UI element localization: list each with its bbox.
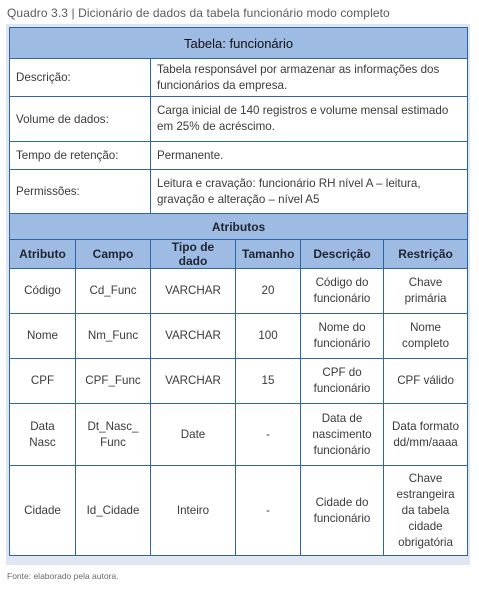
cell-atributo: CPF: [10, 359, 76, 404]
cell-campo: Nm_Func: [76, 314, 151, 359]
cell-campo: Id_Cidade: [76, 466, 151, 556]
cell-atributo: Código: [10, 269, 76, 314]
cell-tipo: VARCHAR: [151, 269, 236, 314]
column-header: Tamanho: [236, 240, 301, 269]
cell-atributo: Data Nasc: [10, 404, 76, 466]
cell-descricao: Nome do funcionário: [301, 314, 384, 359]
attributes-title: Atributos: [10, 214, 468, 240]
column-header: Restrição: [384, 240, 468, 269]
column-header: Descrição: [301, 240, 384, 269]
cell-restricao: Chave primária: [384, 269, 468, 314]
cell-restricao: Chave estrangeira da tabela cidade obrigatória: [384, 466, 468, 556]
table-row: [10, 404, 468, 466]
meta-value: Permanente.: [151, 142, 468, 170]
table-row: [10, 466, 468, 556]
cell-tipo: Date: [151, 404, 236, 466]
cell-descricao: Data de nascimento funcionário: [301, 404, 384, 466]
table-row: [10, 314, 468, 359]
cell-descricao: Código do funcionário: [301, 269, 384, 314]
meta-value: Tabela responsável por armazenar as informações dos funcionários da empresa.: [151, 59, 468, 97]
column-header: Campo: [76, 240, 151, 269]
meta-label: Volume de dados:: [10, 97, 151, 142]
cell-tamanho: 15: [236, 359, 301, 404]
cell-descricao: CPF do funcionário: [301, 359, 384, 404]
data-dictionary-table: [9, 27, 468, 556]
source-note: Fonte: elaborado pela autora.: [7, 571, 119, 581]
table-frame: [6, 24, 470, 565]
cell-tipo: Inteiro: [151, 466, 236, 556]
cell-tipo: VARCHAR: [151, 359, 236, 404]
table-row: [10, 359, 468, 404]
cell-campo: CPF_Func: [76, 359, 151, 404]
cell-tipo: VARCHAR: [151, 314, 236, 359]
meta-label: Tempo de retenção:: [10, 142, 151, 170]
cell-restricao: CPF válido: [384, 359, 468, 404]
cell-campo: Dt_Nasc_ Func: [76, 404, 151, 466]
column-header: Tipo de dado: [151, 240, 236, 269]
cell-restricao: Nome completo: [384, 314, 468, 359]
cell-tamanho: 100: [236, 314, 301, 359]
cell-campo: Cd_Func: [76, 269, 151, 314]
cell-tamanho: 20: [236, 269, 301, 314]
column-header: Atributo: [10, 240, 76, 269]
table-row: [10, 269, 468, 314]
table-title: Tabela: funcionário: [10, 28, 468, 59]
meta-value: Leitura e cravação: funcionário RH nível A – leitura, gravação e alteração – nível A5: [151, 170, 468, 214]
cell-tamanho: -: [236, 404, 301, 466]
caption: Quadro 3.3 | Dicionário de dados da tabela funcionário modo completo: [7, 6, 390, 20]
cell-atributo: Cidade: [10, 466, 76, 556]
cell-restricao: Data formato dd/mm/aaaa: [384, 404, 468, 466]
cell-descricao: Cidade do funcionário: [301, 466, 384, 556]
cell-tamanho: -: [236, 466, 301, 556]
cell-atributo: Nome: [10, 314, 76, 359]
meta-value: Carga inicial de 140 registros e volume mensal estimado em 25% de acréscimo.: [151, 97, 468, 142]
meta-label: Descrição:: [10, 59, 151, 97]
meta-label: Permissões:: [10, 170, 151, 214]
